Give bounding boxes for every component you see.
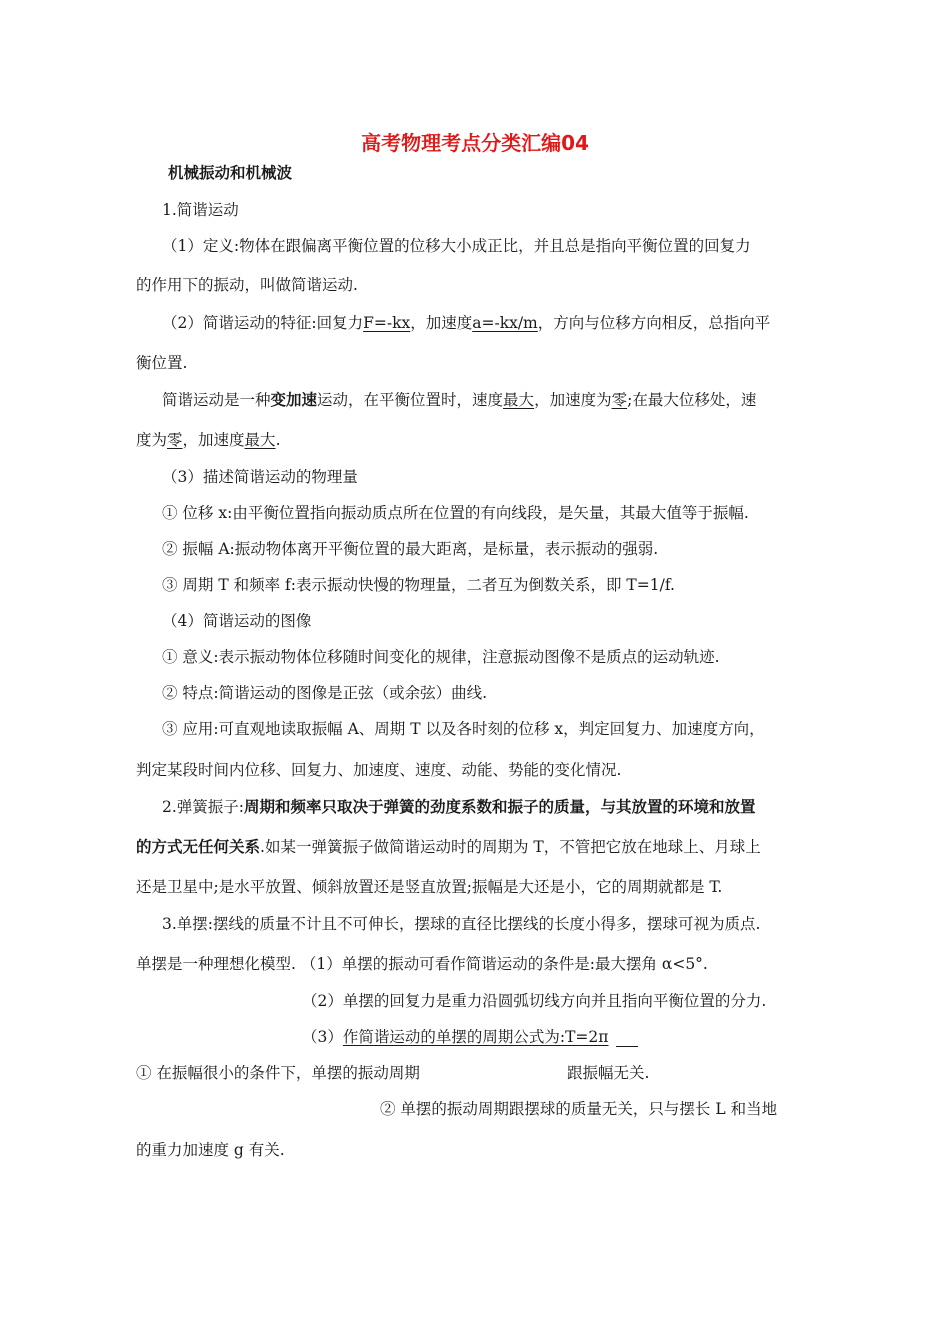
definition-line-2: 的作用下的振动，叫做简谐运动. — [136, 276, 358, 294]
pendulum-line-1: 3.单摆:摆线的质量不计且不可伸长，摆球的直径比摆线的长度小得多，摆球可视为质点. — [162, 915, 761, 933]
quantity-item: ② 振幅 A:振动物体离开平衡位置的最大距离，是标量，表示振动的强弱. — [162, 540, 659, 558]
pendulum-item-2-cont: 的重力加速度 g 有关. — [136, 1141, 285, 1159]
graph-heading: （4）简谐运动的图像 — [162, 612, 312, 630]
underlined-term: 零 — [611, 391, 628, 409]
quantities-heading: （3）描述简谐运动的物理量 — [162, 468, 358, 486]
text: 2.弹簧振子: — [162, 798, 245, 816]
bold-statement: 周期和频率只取决于弹簧的劲度系数和振子的质量，与其放置的环境和放置 — [244, 797, 756, 816]
text: ;在最大位移处，速 — [627, 391, 757, 409]
feature-line-2: 衡位置. — [136, 354, 188, 372]
bold-statement: 的方式无任何关系 — [136, 837, 261, 856]
underlined-term: 零 — [167, 431, 183, 449]
feature-text-2: ，加速度 — [410, 314, 473, 332]
text: 度为 — [136, 431, 168, 449]
text: 运动，在平衡位置时，速度 — [317, 391, 504, 409]
text: .如某一弹簧振子做简谐运动时的周期为 T，不管把它放在地球上、月球上 — [260, 838, 761, 856]
definition-line-1: （1）定义:物体在跟偏离平衡位置的位移大小成正比，并且总是指向平衡位置的回复力 — [162, 237, 751, 255]
section-heading: 机械振动和机械波 — [168, 164, 293, 182]
feature-line-1 — [162, 313, 770, 333]
pendulum-item-2: ② 单摆的振动周期跟摆球的质量无关，只与摆长 L 和当地 — [380, 1100, 778, 1118]
pendulum-item-1b: 跟振幅无关. — [567, 1064, 650, 1082]
pendulum-line-3: （2）单摆的回复力是重力沿圆弧切线方向并且指向平衡位置的分力. — [302, 992, 767, 1010]
underlined-term: 最大 — [244, 431, 276, 449]
spring-oscillator-line-2 — [136, 837, 761, 857]
quantity-item: ① 位移 x:由平衡位置指向振动质点所在位置的有向线段，是矢量，其最大值等于振幅. — [162, 504, 749, 522]
page-title: 高考物理考点分类汇编04 — [361, 131, 589, 155]
pendulum-item-1a: ① 在振幅很小的条件下，单摆的振动周期 — [136, 1064, 420, 1082]
graph-item: ① 意义:表示振动物体位移随时间变化的规律，注意振动图像不是质点的运动轨迹. — [162, 648, 720, 666]
variable-accel-line-1 — [162, 390, 756, 410]
feature-text-3: ，方向与位移方向相反，总指向平 — [537, 314, 771, 332]
graph-item: ② 特点:简谐运动的图像是正弦（或余弦）曲线. — [162, 684, 488, 702]
acceleration-formula: a=-kx/m — [472, 314, 538, 332]
text: ，加速度为 — [534, 391, 612, 409]
feature-text-1: （2）简谐运动的特征:回复力 — [162, 314, 364, 332]
heading-shm: 1.简谐运动 — [162, 201, 239, 219]
bold-term: 变加速 — [270, 390, 318, 409]
quantity-item: ③ 周期 T 和频率 f:表示振动快慢的物理量，二者互为倒数关系，即 T=1/f. — [162, 576, 675, 594]
pendulum-formula-line — [302, 1027, 638, 1047]
graph-item-cont: 判定某段时间内位移、回复力、加速度、速度、动能、势能的变化情况. — [136, 761, 622, 779]
variable-accel-line-2 — [136, 430, 281, 450]
graph-item: ③ 应用:可直观地读取振幅 A、周期 T 以及各时刻的位移 x，判定回复力、加速度方向， — [162, 720, 765, 738]
formula-blank — [616, 1032, 638, 1047]
period-formula: 作简谐运动的单摆的周期公式为:T=2π — [342, 1028, 609, 1046]
spring-oscillator-line-3: 还是卫星中;是水平放置、倾斜放置还是竖直放置;振幅是大还是小，它的周期就都是 T. — [136, 878, 723, 896]
restoring-force-formula: F=-kx — [363, 314, 411, 332]
text: （3） — [302, 1028, 343, 1046]
text: . — [275, 431, 281, 449]
underlined-term: 最大 — [503, 391, 535, 409]
text: 简谐运动是一种 — [162, 391, 271, 409]
spring-oscillator-line-1 — [162, 797, 756, 817]
pendulum-line-2: 单摆是一种理想化模型. （1）单摆的振动可看作简谐运动的条件是:最大摆角 α<5°. — [136, 955, 708, 973]
text: ，加速度 — [182, 431, 245, 449]
